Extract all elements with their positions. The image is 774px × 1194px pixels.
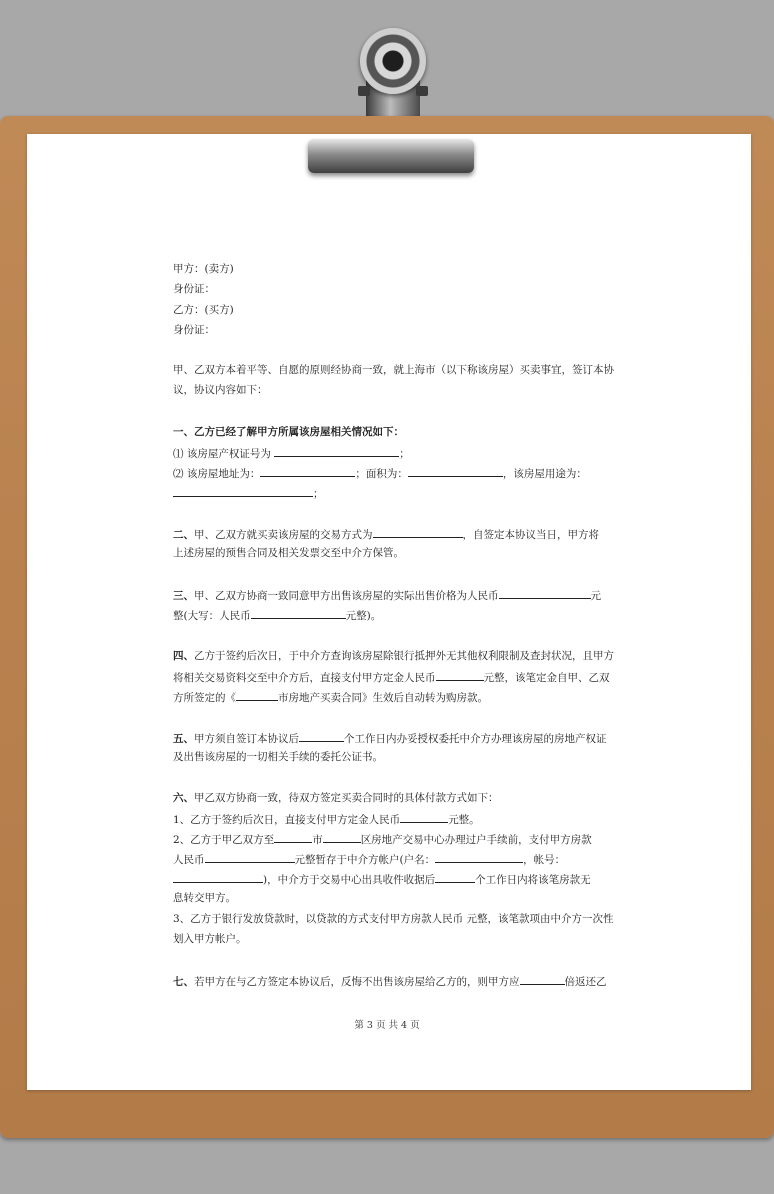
blank-field bbox=[408, 465, 503, 477]
section-6-item-2-cont3: 息转交甲方。 bbox=[173, 892, 236, 904]
intro-line-1: 甲、乙双方本着平等、自愿的原则经协商一致，就上海市（以下称该房屋）买卖事宜，签订本协 bbox=[173, 364, 614, 376]
section-1-item-2: ⑵ 该房屋地址为： ；面积为： ，该房屋用途为： bbox=[173, 465, 587, 481]
document-page bbox=[27, 134, 751, 1090]
section-4-line-3: 方所签定的《 市房地产买卖合同》生效后自动转为购房款。 bbox=[173, 689, 488, 705]
section-6-title: 六、甲乙双方协商一致，待双方签定买卖合同时的具体付款方式如下： bbox=[173, 792, 499, 804]
blank-field bbox=[251, 607, 346, 619]
blank-field bbox=[173, 485, 313, 497]
blank-field bbox=[274, 831, 312, 843]
section-1-item-2-cont: ； bbox=[173, 485, 324, 501]
page-number: 第 3 页 共 4 页 bbox=[354, 1020, 420, 1031]
intro-line-2: 议，协议内容如下： bbox=[173, 384, 268, 396]
section-3-line-2: 整(大写：人民币 元整)。 bbox=[173, 607, 381, 623]
id-b: 身份证： bbox=[173, 324, 215, 336]
blank-field bbox=[435, 871, 475, 883]
section-6-item-3: 3、乙方于银行发放贷款时，以贷款的方式支付甲方房款人民币 元整，该笔款项由中介方一次性 bbox=[173, 913, 614, 925]
blank-field bbox=[323, 831, 361, 843]
blank-field bbox=[435, 851, 523, 863]
id-a: 身份证： bbox=[173, 283, 215, 295]
section-4-line-2: 将相关交易资料交至中介方后，直接支付甲方定金人民币 元整，该笔定金自甲、乙双 bbox=[173, 669, 610, 685]
blank-field bbox=[373, 526, 463, 538]
section-3-line-1: 三、甲、乙双方协商一致同意甲方出售该房屋的实际出售价格为人民币 元 bbox=[173, 587, 601, 603]
section-1-item-1: ⑴ 该房屋产权证号为 ； bbox=[173, 445, 410, 461]
section-4-line-1: 四、乙方于签约后次日，于中介方查询该房屋除银行抵押外无其他权利限制及查封状况，且甲方 bbox=[173, 650, 614, 662]
blank-field bbox=[436, 669, 484, 681]
blank-field bbox=[205, 851, 295, 863]
clip-ear-right bbox=[416, 86, 428, 96]
blank-field bbox=[274, 445, 399, 457]
party-b: 乙方：(买方) bbox=[173, 304, 234, 316]
blank-field bbox=[260, 465, 355, 477]
clip-ear-left bbox=[358, 86, 370, 96]
section-6-item-3-cont: 划入甲方帐户。 bbox=[173, 933, 247, 945]
section-6-item-2-cont2: )，中介方于交易中心出具收件收据后 个工作日内将该笔房款无 bbox=[173, 871, 591, 887]
section-6-item-2-cont: 人民币 元整暂存于中介方帐户(户名： ，帐号： bbox=[173, 851, 565, 867]
blank-field bbox=[236, 689, 278, 701]
section-1-title: 一、乙方已经了解甲方所属该房屋相关情况如下： bbox=[173, 426, 404, 438]
section-2-line-2: 上述房屋的预售合同及相关发票交至中介方保管。 bbox=[173, 547, 404, 559]
blank-field bbox=[400, 811, 448, 823]
blank-field bbox=[299, 730, 344, 742]
section-7-line-1: 七、若甲方在与乙方签定本协议后，反悔不出售该房屋给乙方的，则甲方应 倍返还乙 bbox=[173, 973, 607, 989]
clip-ring bbox=[360, 28, 426, 94]
party-a: 甲方：(卖方) bbox=[173, 263, 234, 275]
blank-field bbox=[173, 871, 263, 883]
section-6-item-2: 2、乙方于甲乙双方至 市 区房地产交易中心办理过户手续前，支付甲方房款 bbox=[173, 831, 592, 847]
section-6-item-1: 1、乙方于签约后次日，直接支付甲方定金人民币 元整。 bbox=[173, 811, 480, 827]
clip-plate bbox=[308, 139, 474, 173]
blank-field bbox=[499, 587, 591, 599]
section-5-line-2: 及出售该房屋的一切相关手续的委托公证书。 bbox=[173, 751, 383, 763]
blank-field bbox=[520, 973, 565, 985]
section-2-line-1: 二、甲、乙双方就买卖该房屋的交易方式为 ，自签定本协议当日，甲方将 bbox=[173, 526, 599, 542]
section-5-line-1: 五、甲方须自签订本协议后 个工作日内办妥授权委托中介方办理该房屋的房地产权证 bbox=[173, 730, 607, 746]
